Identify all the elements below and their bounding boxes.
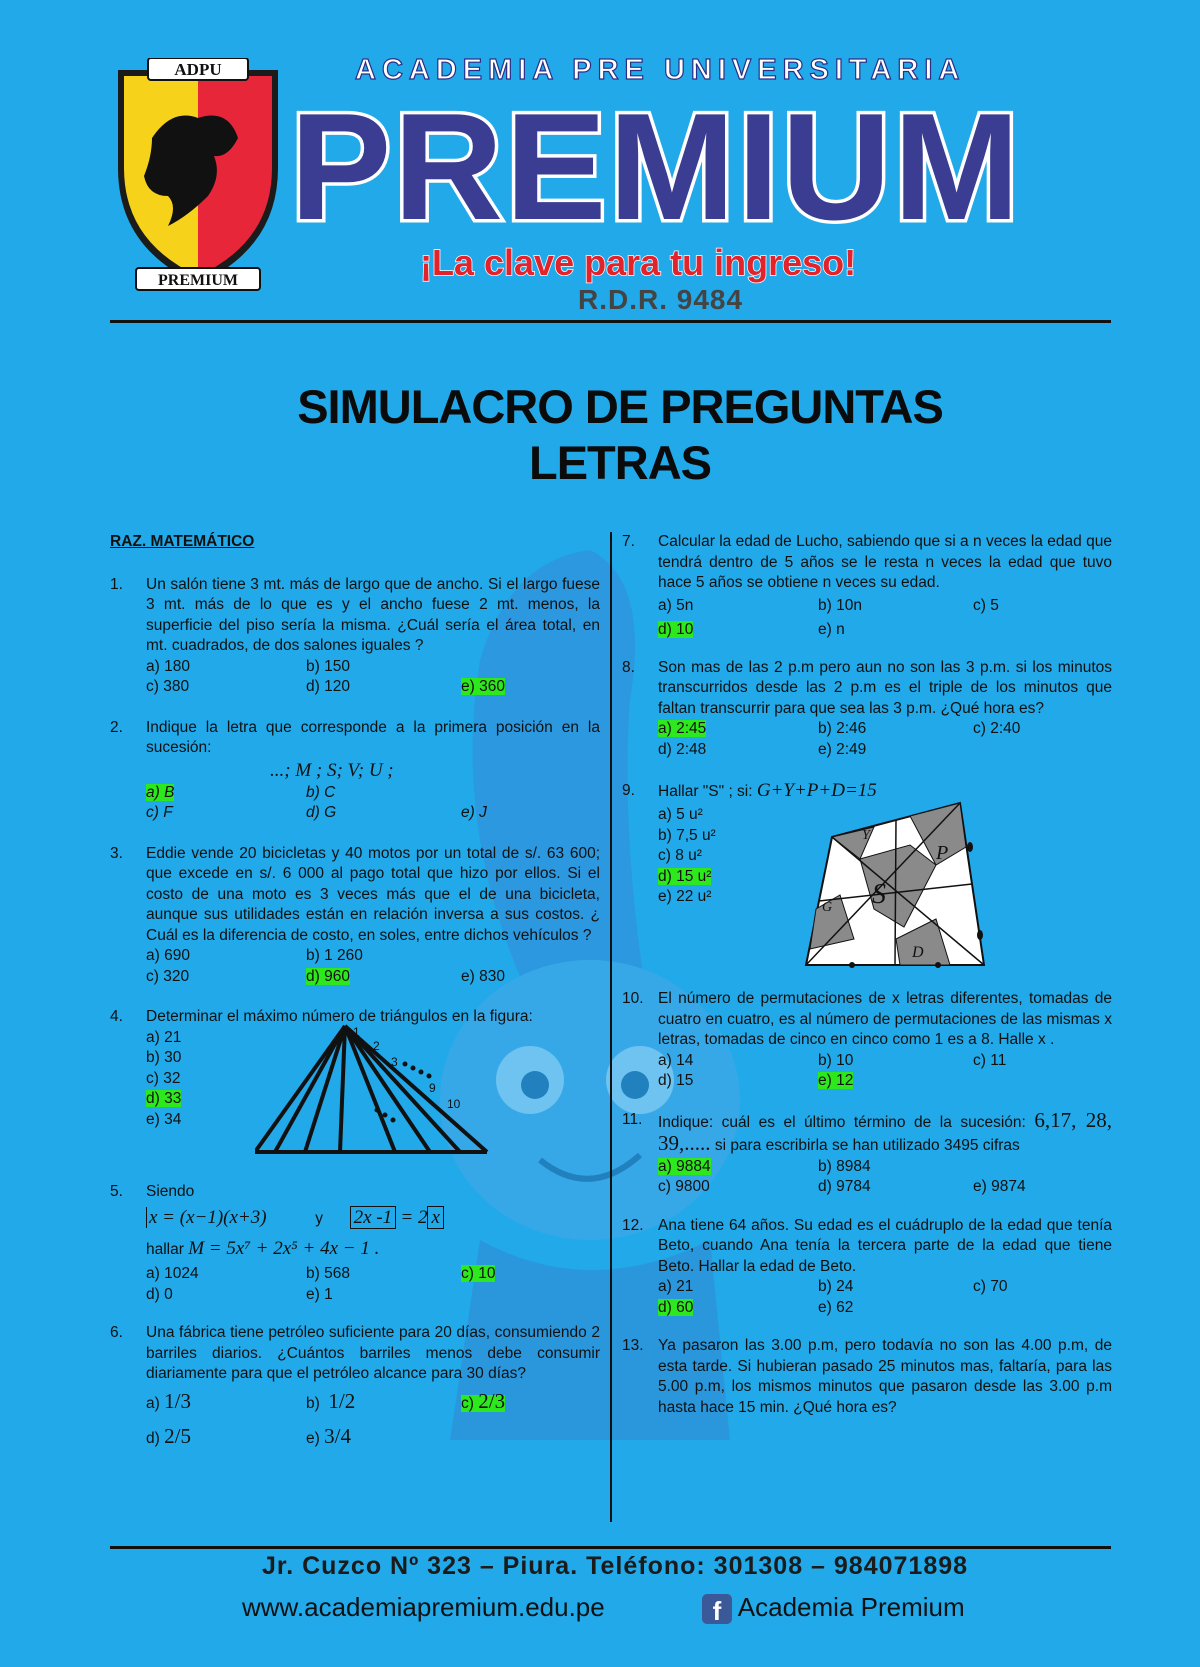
option-d[interactable]: d) 9784	[818, 1178, 871, 1195]
option-d[interactable]: d) 15	[658, 1072, 694, 1089]
option-e[interactable]: e) J	[461, 804, 487, 821]
brand-title: PREMIUM	[290, 82, 1022, 252]
equation-2-box: 2x -1	[350, 1206, 397, 1229]
question-text: Indique la letra que corresponde a la primera posición en la sucesión:	[146, 718, 600, 756]
fig-label-y: Y	[862, 828, 870, 843]
option-a[interactable]: a) 21	[146, 1028, 182, 1046]
option-b[interactable]: b) 7,5 u²	[658, 826, 716, 844]
option-e-correct[interactable]: e) 360	[461, 678, 505, 695]
crest-top-text: ADPU	[174, 60, 222, 79]
options-q10	[622, 1051, 1112, 1092]
option-e[interactable]: e) 9874	[973, 1178, 1026, 1195]
question-10	[622, 989, 1112, 1051]
tri-label-3: 3	[391, 1054, 398, 1069]
footer-facebook[interactable]	[702, 1592, 965, 1627]
question-text: El número de permutaciones de x letras diferentes, tomadas de cuatro en cuatro, es al número de permutaciones de las mismas x letras, tomadas de cinco en cinco como 1 es a 8. Halle x .	[658, 990, 1112, 1048]
options-q1	[110, 657, 600, 698]
option-d-correct[interactable]: d) 33	[146, 1090, 182, 1107]
question-text: Calcular la edad de Lucho, sabiendo que si a n veces la edad que tendrá dentro de 5 años se le resta n veces la edad que tuvo hace 5 años se obtiene n veces su edad.	[658, 533, 1112, 591]
section-heading: RAZ. MATEMÁTICO	[110, 533, 255, 550]
rdr-number: R.D.R. 9484	[578, 284, 744, 315]
option-c[interactable]: c) 320	[146, 967, 190, 985]
option-b[interactable]: b) 150	[306, 657, 350, 675]
quadrilateral-figure	[800, 799, 990, 969]
question-12	[622, 1216, 1112, 1278]
sequence-q2: ...; M ; S; V; U ;	[270, 759, 394, 781]
option-a-correct[interactable]: a) 9884	[658, 1157, 711, 1175]
option-a-correct[interactable]: a) 2:45	[658, 720, 707, 737]
question-text: Ana tiene 64 años. Su edad es el cuádruplo de la edad que tenía Beto, cuando Ana tenía la tercera parte de la edad que tiene Beto. Hallar la edad de Beto.	[658, 1216, 1112, 1275]
question-text: Determinar el máximo número de triángulos en la figura:	[146, 1008, 533, 1025]
slogan: ¡La clave para tu ingreso!	[420, 242, 857, 283]
expression-m: M = 5x⁷ + 2x⁵ + 4x − 1 .	[188, 1238, 380, 1259]
option-d-correct[interactable]: d) 960	[306, 967, 350, 985]
option-c[interactable]: c) 9800	[658, 1178, 710, 1195]
option-d-correct[interactable]: d) 15 u²	[658, 867, 712, 885]
option-c[interactable]: c) F	[146, 804, 173, 821]
option-a[interactable]: a) 1024	[146, 1265, 199, 1282]
option-a[interactable]: a) 180	[146, 657, 190, 675]
question-text: Eddie vende 20 bicicletas y 40 motos por un total de s/. 63 600; que excede en s/. 6 000 al pago total que hizo por ellos. Si el costo de una moto es 3 veces más que el de una bicicleta, aunque sus utilidades están en relación inversa a sus costos. ¿ Cuál es la diferencia de costo, en soles, entre dichos vehículos ?	[146, 844, 600, 944]
question-1	[110, 575, 600, 657]
right-column	[622, 532, 1112, 1418]
option-b[interactable]: b) 1 260	[306, 947, 363, 964]
option-d[interactable]: d) 2:48	[658, 740, 707, 758]
question-number: 2.	[110, 718, 123, 736]
question-6	[110, 1323, 600, 1385]
question-number: 1.	[110, 575, 123, 593]
option-e[interactable]: e) 1	[306, 1285, 333, 1303]
option-c[interactable]: c) 8 u²	[658, 847, 702, 864]
question-number: 8.	[622, 658, 635, 676]
option-a[interactable]: a) 1/3	[146, 1388, 191, 1413]
options-q5	[110, 1264, 600, 1305]
option-b[interactable]: b) 30	[146, 1049, 182, 1066]
question-number: 9.	[622, 782, 635, 799]
option-a[interactable]: a) 5n	[658, 596, 694, 614]
question-text: Un salón tiene 3 mt. más de largo que de ancho. Si el largo fuese 3 mt. más de lo que es y el ancho fuese 2 mt. menos, la superficie del piso sería la misma. ¿Cuál sería el área total, en mt. cuadrados, de dos salones iguales ?	[146, 575, 600, 654]
options-q2	[110, 783, 600, 824]
crest-logo	[112, 58, 284, 292]
option-e[interactable]: e) 62	[818, 1298, 854, 1316]
fig-label-g: G	[822, 900, 833, 915]
fig-label-p: P	[936, 842, 949, 864]
question-2	[110, 718, 600, 759]
option-e[interactable]: e) 830	[461, 967, 505, 985]
y-connector: y	[315, 1210, 323, 1227]
option-b[interactable]: b) C	[306, 783, 336, 801]
tri-label-9: 9	[429, 1080, 436, 1095]
option-d-correct[interactable]: d) 10	[658, 620, 694, 638]
question-number: 7.	[622, 533, 635, 550]
triangle-figure	[255, 1022, 515, 1162]
option-c[interactable]: c) 5	[973, 596, 999, 614]
page-title-line2: LETRAS	[529, 436, 711, 489]
option-e[interactable]: e) n	[818, 620, 845, 638]
option-e[interactable]: e) 22 u²	[658, 888, 712, 905]
option-c[interactable]: c) 32	[146, 1069, 181, 1087]
question-text: Una fábrica tiene petróleo suficiente para 20 días, consumiendo 2 barriles diarios. ¿Cuántos barriles menos debe consumir diariamente para que el petróleo alcance para 30 días?	[146, 1324, 600, 1382]
question-number: 11.	[622, 1110, 643, 1128]
footer-website[interactable]: www.academiapremium.edu.pe	[242, 1592, 605, 1622]
question-text: Siendo	[146, 1182, 195, 1200]
facebook-label: Academia Premium	[737, 1592, 965, 1622]
question-5	[110, 1182, 600, 1203]
options-q11	[622, 1157, 1112, 1198]
option-e[interactable]: e) 2:49	[818, 740, 867, 758]
question-number: 3.	[110, 844, 123, 862]
option-a[interactable]: a) 14	[658, 1051, 694, 1069]
page-title-line1: SIMULACRO DE PREGUNTAS	[297, 380, 943, 433]
option-c[interactable]: c) 11	[973, 1051, 1007, 1069]
question-text: Ya pasaron las 3.00 p.m, pero todavía no son las 4.00 p.m, de esta tarde. Si hubieran pasado 25 minutos mas, faltaría, para las 5.00 p.m, los mismos minutos que pasaron desde las 3.00 p.m hasta hace 15 min. ¿Qué hora es?	[658, 1337, 1112, 1416]
equation-2-rhs: = 2	[400, 1207, 428, 1228]
tri-label-1: 1	[353, 1024, 360, 1039]
question-text: Indique: cuál es el último término de la sucesión:	[658, 1113, 1026, 1131]
academia-heading: ACADEMIA PRE UNIVERSITARIA	[355, 54, 966, 86]
question-text: Hallar "S" ; si:	[658, 783, 753, 800]
option-d[interactable]: d) 0	[146, 1285, 173, 1303]
sequence-q11: 6,17, 28, 39,.....	[658, 1107, 1113, 1155]
question-text: Son mas de las 2 p.m pero aun no son las 3 p.m. si los minutos transcurridos desde las 2 p.m es el triple de los minutos que faltan transcurrir para que sea las 3 p.m. ¿Qué hora es?	[658, 658, 1112, 717]
option-e[interactable]: e) 3/4	[306, 1423, 351, 1448]
option-c[interactable]: c) 380	[146, 678, 190, 695]
option-b[interactable]: b) 24	[818, 1278, 854, 1295]
question-number: 13.	[622, 1337, 644, 1354]
option-b[interactable]: b) 568	[306, 1265, 350, 1282]
options-q8	[622, 719, 1112, 760]
question-13	[622, 1336, 1112, 1418]
footer-address: Jr. Cuzco Nº 323 – Piura. Teléfono: 301308 – 984071898	[261, 1552, 969, 1580]
equation-2-x: x	[427, 1206, 443, 1229]
options-q12	[622, 1277, 1112, 1318]
options-q6	[110, 1385, 600, 1455]
option-e-correct[interactable]: e) 12	[818, 1072, 854, 1089]
question-number: 12.	[622, 1216, 644, 1234]
options-q7	[622, 594, 1112, 642]
question-7	[622, 532, 1112, 594]
header-rule	[110, 320, 1111, 323]
hallar-label: hallar	[146, 1241, 184, 1258]
option-a-correct[interactable]: a) B	[146, 783, 175, 801]
question-11	[622, 1107, 1113, 1157]
option-c-correct[interactable]: c) 2/3	[461, 1388, 506, 1413]
question-number: 5.	[110, 1182, 123, 1200]
option-c-correct[interactable]: c) 10	[461, 1265, 496, 1282]
option-b[interactable]: b) 10n	[818, 596, 862, 614]
options-q3	[110, 946, 600, 987]
option-b[interactable]: b) 10	[818, 1051, 854, 1069]
question-number: 10.	[622, 990, 644, 1007]
tri-label-2: 2	[373, 1038, 380, 1053]
option-d-correct[interactable]: d) 60	[658, 1298, 694, 1316]
condition-q9: G+Y+P+D=15	[756, 780, 877, 801]
question-3	[110, 844, 600, 947]
fig-label-s: S	[872, 879, 886, 910]
option-a[interactable]: a) 21	[658, 1278, 694, 1295]
equation-1: x = (x−1)(x+3)	[146, 1207, 267, 1228]
equations-q5	[110, 1202, 600, 1234]
question-8	[622, 658, 1112, 720]
question-number: 6.	[110, 1324, 123, 1341]
fig-label-d: D	[912, 944, 924, 961]
option-c[interactable]: c) 70	[973, 1278, 1008, 1295]
question-text-2: si para escribirla se han utilizado 3495 cifras	[714, 1137, 1020, 1154]
option-a[interactable]: a) 5 u²	[658, 806, 703, 823]
crest-bottom-text: PREMIUM	[158, 272, 238, 289]
options-q9	[622, 805, 1112, 973]
facebook-icon: f	[702, 1594, 732, 1624]
options-q4	[110, 1024, 600, 1170]
option-b[interactable]: b) 8984	[818, 1157, 871, 1175]
left-column	[110, 532, 600, 1455]
option-d[interactable]: d) 120	[306, 678, 350, 695]
question-number: 4.	[110, 1008, 123, 1025]
option-c[interactable]: c) 2:40	[973, 720, 1021, 737]
option-a[interactable]: a) 690	[146, 947, 190, 964]
option-d[interactable]: d) G	[306, 804, 337, 821]
option-e[interactable]: e) 34	[146, 1110, 182, 1128]
footer-rule	[110, 1546, 1111, 1549]
option-b[interactable]: b) 1/2	[306, 1388, 356, 1413]
expression-q5	[110, 1234, 600, 1264]
tri-label-10: 10	[447, 1096, 461, 1111]
option-b[interactable]: b) 2:46	[818, 720, 867, 737]
option-d[interactable]: d) 2/5	[146, 1423, 191, 1448]
